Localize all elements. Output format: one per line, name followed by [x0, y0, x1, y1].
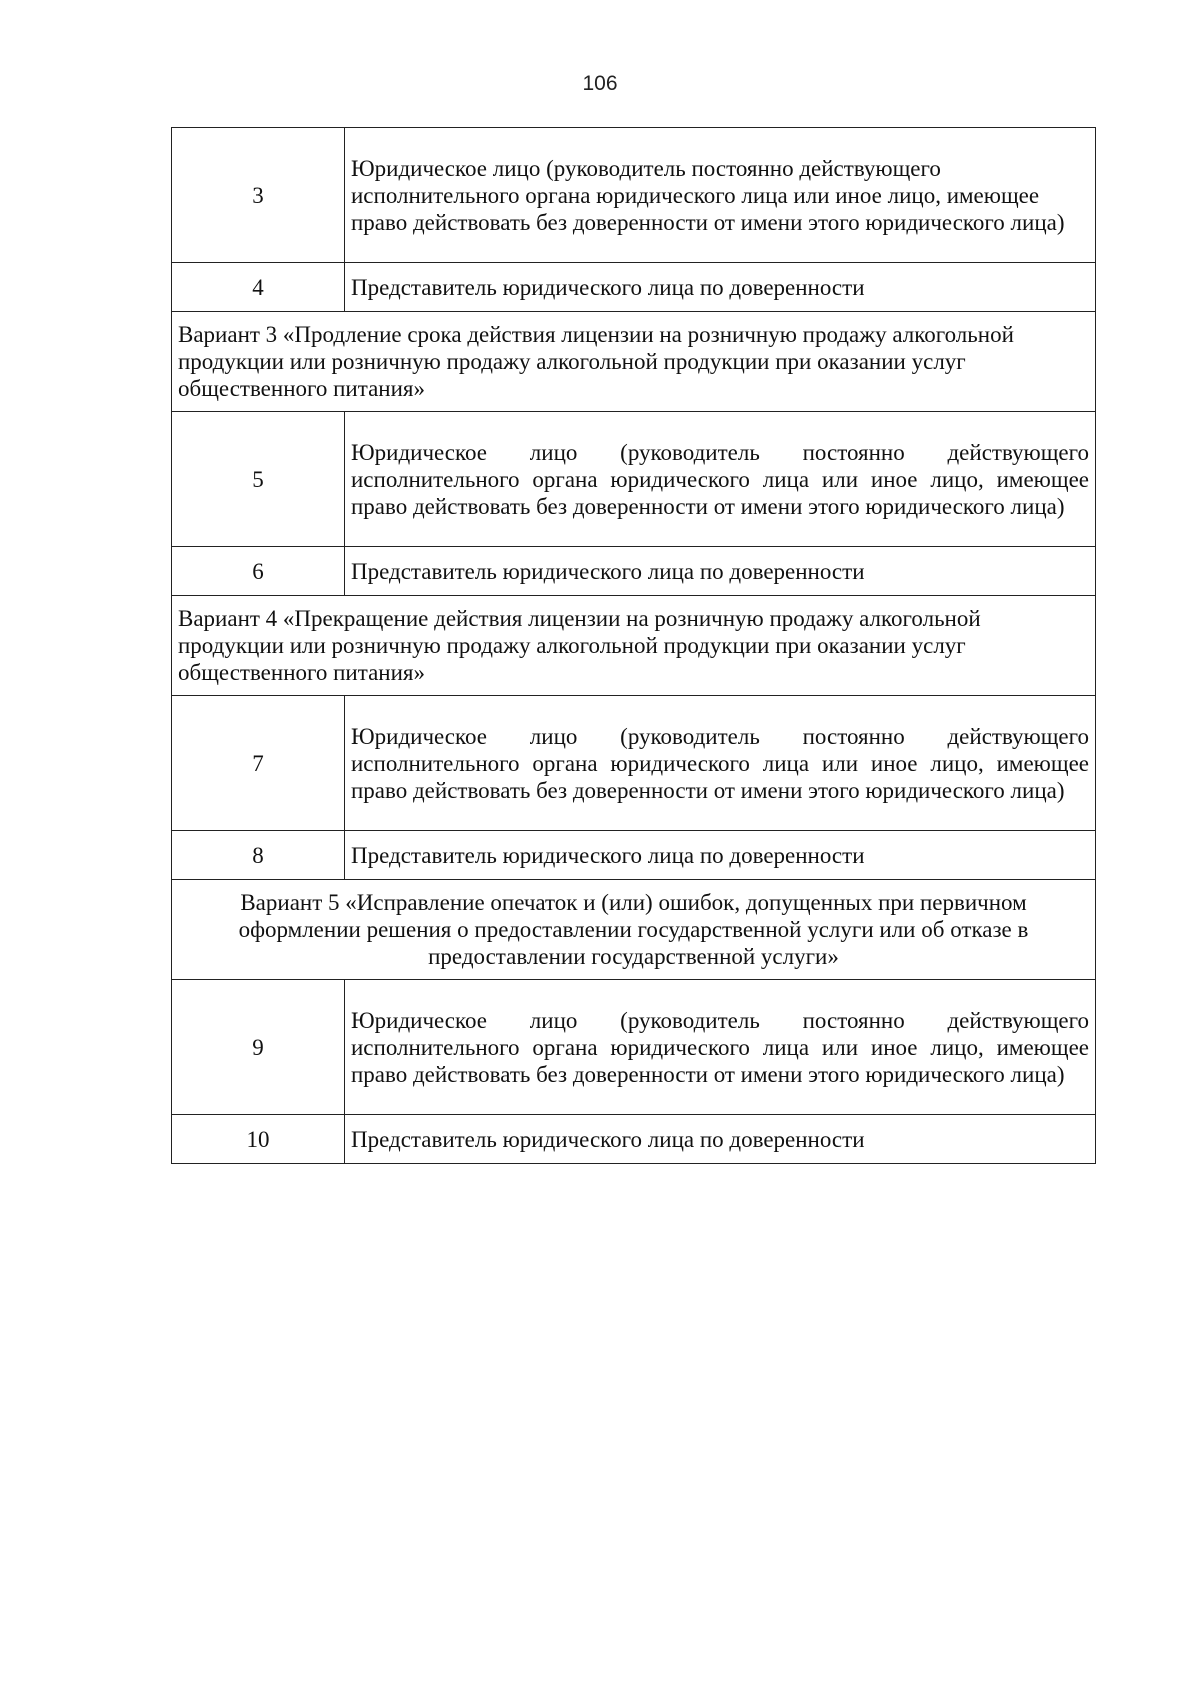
- table-row: [172, 128, 1096, 263]
- variant-row: [172, 880, 1096, 980]
- row-number: 7: [172, 696, 345, 831]
- page-number: 106: [582, 72, 618, 95]
- table-row: [172, 263, 1096, 312]
- variant-row: [172, 312, 1096, 412]
- applicant-variants-table: [171, 127, 1096, 1164]
- table-row: [172, 980, 1096, 1115]
- row-description: Представитель юридического лица по доверенности: [345, 263, 1096, 312]
- variant-heading: Вариант 4 «Прекращение действия лицензии на розничную продажу алкогольной продукции или розничную продажу алкогольной продукции при оказании услуг общественного питания»: [172, 596, 1096, 696]
- row-description: Юридическое лицо (руководитель постоянно действующего исполнительного органа юридического лица или иное лицо, имеющее право действовать без доверенности от имени этого юридического лица): [345, 412, 1096, 547]
- variant-heading: Вариант 5 «Исправление опечаток и (или) ошибок, допущенных при первичном оформлении решения о предоставлении государственной услуги или об отказе в предоставлении государственной услуги»: [172, 880, 1096, 980]
- row-number: 9: [172, 980, 345, 1115]
- row-number: 3: [172, 128, 345, 263]
- table-row: [172, 1115, 1096, 1164]
- row-description: Юридическое лицо (руководитель постоянно действующего исполнительного органа юридического лица или иное лицо, имеющее право действовать без доверенности от имени этого юридического лица): [345, 696, 1096, 831]
- row-description: Представитель юридического лица по доверенности: [345, 547, 1096, 596]
- table-row: [172, 696, 1096, 831]
- row-number: 10: [172, 1115, 345, 1164]
- table-row: [172, 547, 1096, 596]
- row-description: Юридическое лицо (руководитель постоянно действующего исполнительного органа юридического лица или иное лицо, имеющее право действовать без доверенности от имени этого юридического лица): [345, 128, 1096, 263]
- row-description: Представитель юридического лица по доверенности: [345, 1115, 1096, 1164]
- row-number: 8: [172, 831, 345, 880]
- row-description: Юридическое лицо (руководитель постоянно действующего исполнительного органа юридического лица или иное лицо, имеющее право действовать без доверенности от имени этого юридического лица): [345, 980, 1096, 1115]
- variant-heading: Вариант 3 «Продление срока действия лицензии на розничную продажу алкогольной продукции или розничную продажу алкогольной продукции при оказании услуг общественного питания»: [172, 312, 1096, 412]
- row-number: 4: [172, 263, 345, 312]
- table-row: [172, 412, 1096, 547]
- table-row: [172, 831, 1096, 880]
- row-number: 6: [172, 547, 345, 596]
- row-description: Представитель юридического лица по доверенности: [345, 831, 1096, 880]
- row-number: 5: [172, 412, 345, 547]
- variant-row: [172, 596, 1096, 696]
